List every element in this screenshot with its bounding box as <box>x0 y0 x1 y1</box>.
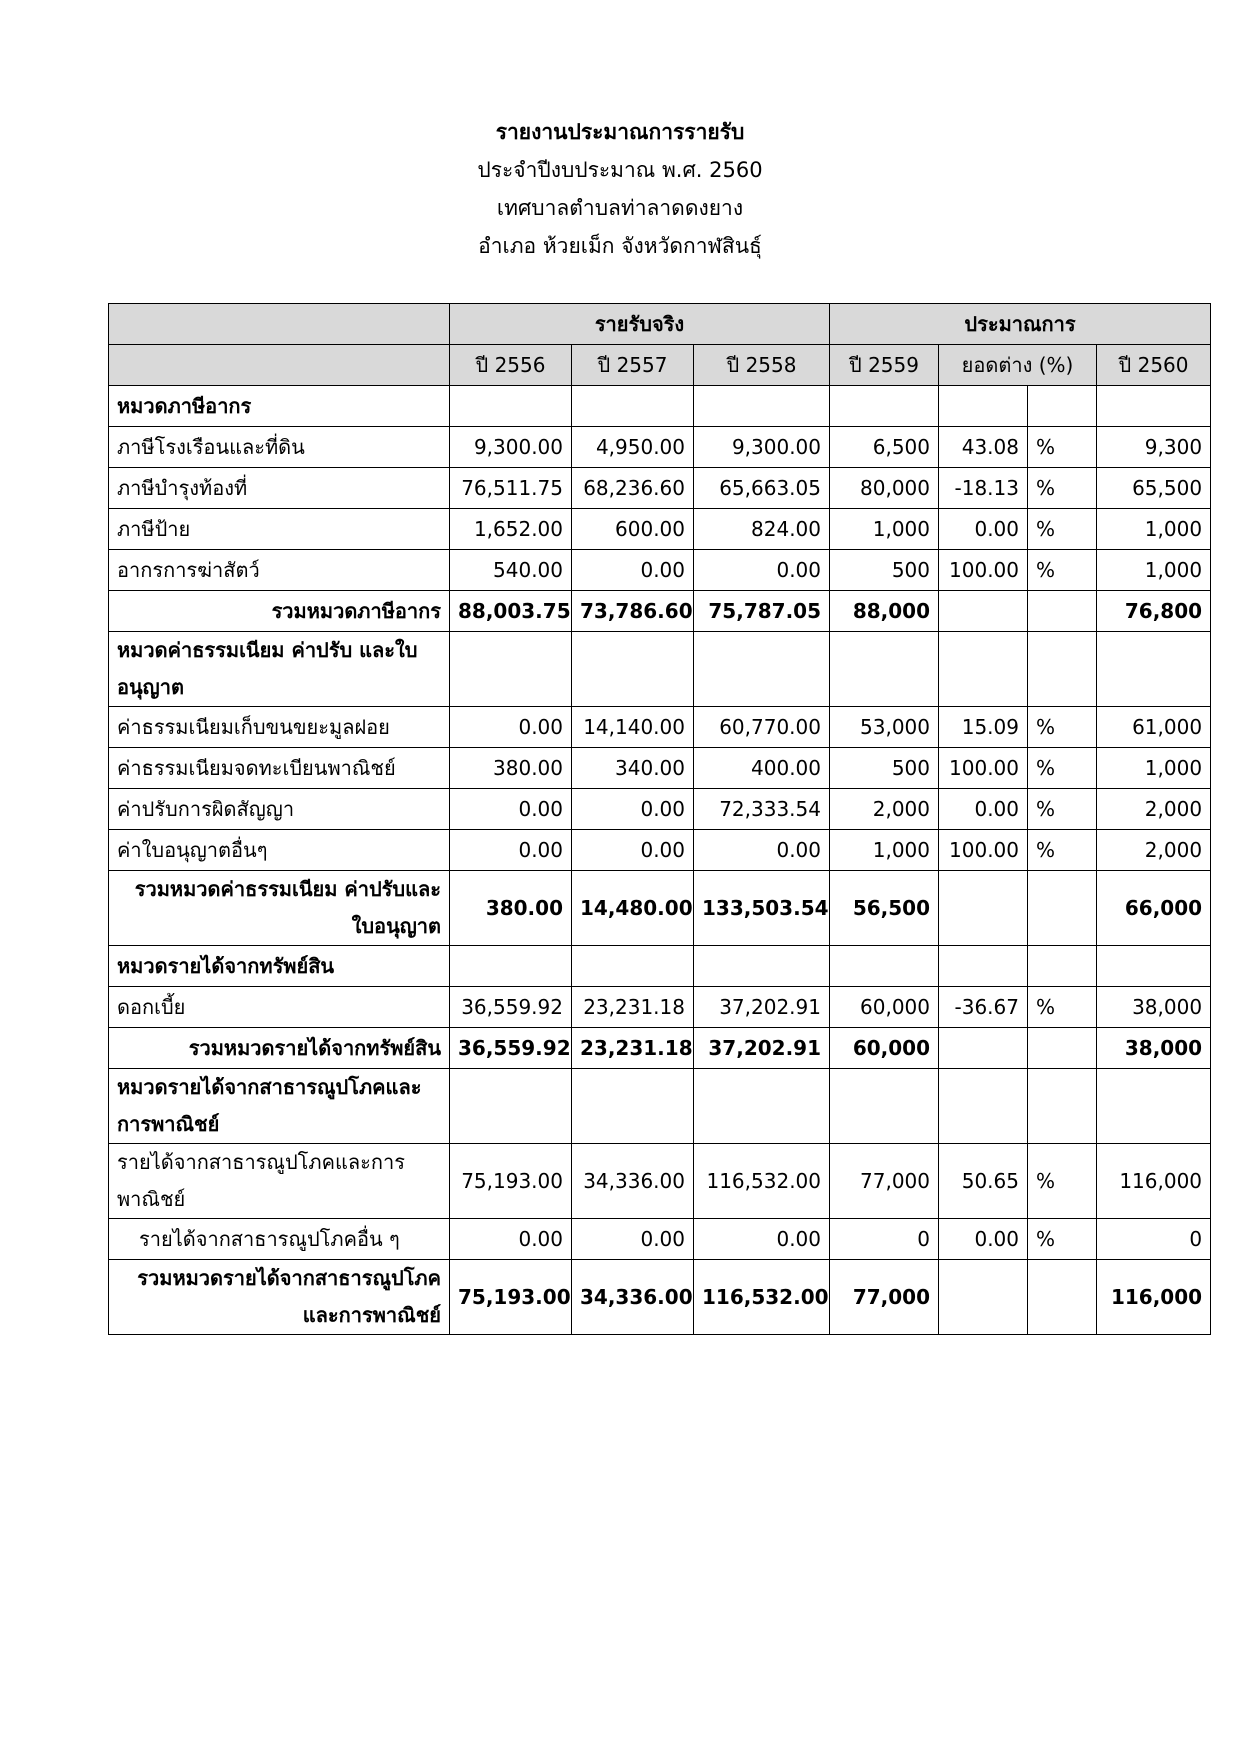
cell-v5: 61,000 <box>1097 707 1211 748</box>
total-v4: 56,500 <box>830 871 939 946</box>
total-v4: 77,000 <box>830 1260 939 1335</box>
row-label: ค่าธรรมเนียมจดทะเบียนพาณิชย์ <box>109 748 450 789</box>
cell-v4: 2,000 <box>830 789 939 830</box>
cell-v2: 34,336.00 <box>572 1144 694 1219</box>
cell-v1: 75,193.00 <box>450 1144 572 1219</box>
row-label: ภาษีโรงเรือนและที่ดิน <box>109 427 450 468</box>
empty-cell <box>939 632 1028 707</box>
empty-cell <box>694 386 830 427</box>
row-label: ภาษีบำรุงท้องที่ <box>109 468 450 509</box>
percent-sign: % <box>1028 748 1097 789</box>
total-v5: 38,000 <box>1097 1028 1211 1069</box>
header-actual-revenue: รายรับจริง <box>450 304 830 345</box>
cell-v4: 77,000 <box>830 1144 939 1219</box>
total-label: รวมหมวดค่าธรรมเนียม ค่าปรับและใบอนุญาต <box>109 871 450 946</box>
cell-v1: 0.00 <box>450 789 572 830</box>
cell-v1: 0.00 <box>450 830 572 871</box>
row-label: ค่าธรรมเนียมเก็บขนขยะมูลฝอย <box>109 707 450 748</box>
cell-v5: 1,000 <box>1097 550 1211 591</box>
cell-v2: 0.00 <box>572 1219 694 1260</box>
total-v5: 66,000 <box>1097 871 1211 946</box>
header-year: ปี 2559 <box>830 345 939 386</box>
percent-sign: % <box>1028 1219 1097 1260</box>
total-v3: 75,787.05 <box>694 591 830 632</box>
cell-v1: 9,300.00 <box>450 427 572 468</box>
percent-sign: % <box>1028 509 1097 550</box>
cell-v5: 2,000 <box>1097 789 1211 830</box>
total-v1: 75,193.00 <box>450 1260 572 1335</box>
table-row <box>109 468 1211 509</box>
empty-cell <box>939 1260 1028 1335</box>
header-blank <box>109 345 450 386</box>
cell-v3: 400.00 <box>694 748 830 789</box>
empty-cell <box>450 1069 572 1144</box>
empty-cell <box>1097 946 1211 987</box>
total-v5: 76,800 <box>1097 591 1211 632</box>
table-row <box>109 707 1211 748</box>
empty-cell <box>572 946 694 987</box>
empty-cell <box>572 1069 694 1144</box>
cell-diff: 0.00 <box>939 789 1028 830</box>
total-v2: 23,231.18 <box>572 1028 694 1069</box>
cell-v5: 2,000 <box>1097 830 1211 871</box>
cell-v2: 600.00 <box>572 509 694 550</box>
cell-v4: 1,000 <box>830 509 939 550</box>
cell-v4: 500 <box>830 550 939 591</box>
cell-v2: 0.00 <box>572 789 694 830</box>
cell-v2: 0.00 <box>572 830 694 871</box>
cell-v4: 53,000 <box>830 707 939 748</box>
empty-cell <box>572 386 694 427</box>
total-v2: 14,480.00 <box>572 871 694 946</box>
percent-sign: % <box>1028 550 1097 591</box>
category-label: หมวดรายได้จากสาธารณูปโภคและการพาณิชย์ <box>109 1069 450 1144</box>
total-label: รวมหมวดรายได้จากสาธารณูปโภคและการพาณิชย์ <box>109 1260 450 1335</box>
table-row <box>109 1144 1211 1219</box>
empty-cell <box>1097 386 1211 427</box>
fiscal-year-line: ประจำปีงบประมาณ พ.ศ. 2560 <box>477 158 763 182</box>
empty-cell <box>939 591 1028 632</box>
cell-v5: 1,000 <box>1097 509 1211 550</box>
empty-cell <box>694 1069 830 1144</box>
empty-cell <box>830 1069 939 1144</box>
cell-diff: 0.00 <box>939 1219 1028 1260</box>
cell-v1: 540.00 <box>450 550 572 591</box>
table-row <box>109 830 1211 871</box>
row-label: ค่าใบอนุญาตอื่นๆ <box>109 830 450 871</box>
percent-sign: % <box>1028 987 1097 1028</box>
total-row <box>109 1260 1211 1335</box>
cell-v5: 65,500 <box>1097 468 1211 509</box>
total-v2: 73,786.60 <box>572 591 694 632</box>
cell-v2: 0.00 <box>572 550 694 591</box>
table-row <box>109 550 1211 591</box>
empty-cell <box>1028 1069 1097 1144</box>
total-label: รวมหมวดภาษีอากร <box>109 591 450 632</box>
cell-v2: 23,231.18 <box>572 987 694 1028</box>
row-label: ค่าปรับการผิดสัญญา <box>109 789 450 830</box>
empty-cell <box>694 946 830 987</box>
cell-v1: 380.00 <box>450 748 572 789</box>
empty-cell <box>939 871 1028 946</box>
empty-cell <box>939 1028 1028 1069</box>
cell-diff: -36.67 <box>939 987 1028 1028</box>
cell-v1: 36,559.92 <box>450 987 572 1028</box>
cell-v3: 0.00 <box>694 1219 830 1260</box>
cell-v3: 0.00 <box>694 830 830 871</box>
cell-diff: 100.00 <box>939 830 1028 871</box>
table-row <box>109 987 1211 1028</box>
total-v4: 88,000 <box>830 591 939 632</box>
total-v3: 133,503.54 <box>694 871 830 946</box>
percent-sign: % <box>1028 427 1097 468</box>
empty-cell <box>1028 946 1097 987</box>
category-label: หมวดค่าธรรมเนียม ค่าปรับ และใบอนุญาต <box>109 632 450 707</box>
cell-v3: 65,663.05 <box>694 468 830 509</box>
cell-v3: 37,202.91 <box>694 987 830 1028</box>
empty-cell <box>450 386 572 427</box>
empty-cell <box>450 946 572 987</box>
total-v1: 380.00 <box>450 871 572 946</box>
empty-cell <box>1028 1028 1097 1069</box>
header-blank <box>109 304 450 345</box>
category-label: หมวดภาษีอากร <box>109 386 450 427</box>
percent-sign: % <box>1028 707 1097 748</box>
cell-v4: 1,000 <box>830 830 939 871</box>
empty-cell <box>694 632 830 707</box>
percent-sign: % <box>1028 830 1097 871</box>
category-row <box>109 1069 1211 1144</box>
empty-cell <box>1028 386 1097 427</box>
cell-v3: 0.00 <box>694 550 830 591</box>
empty-cell <box>939 386 1028 427</box>
cell-v3: 60,770.00 <box>694 707 830 748</box>
cell-v3: 116,532.00 <box>694 1144 830 1219</box>
empty-cell <box>572 632 694 707</box>
cell-v5: 116,000 <box>1097 1144 1211 1219</box>
cell-v5: 1,000 <box>1097 748 1211 789</box>
table-row <box>109 789 1211 830</box>
empty-cell <box>939 1069 1028 1144</box>
cell-diff: 100.00 <box>939 550 1028 591</box>
district-line: อำเภอ ห้วยเม็ก จังหวัดกาฬสินธุ์ <box>478 234 762 258</box>
empty-cell <box>1097 632 1211 707</box>
cell-diff: 15.09 <box>939 707 1028 748</box>
percent-sign: % <box>1028 468 1097 509</box>
cell-v5: 38,000 <box>1097 987 1211 1028</box>
table-body <box>109 386 1211 1335</box>
category-label: หมวดรายได้จากทรัพย์สิน <box>109 946 450 987</box>
percent-sign: % <box>1028 789 1097 830</box>
table-row <box>109 509 1211 550</box>
cell-v3: 72,333.54 <box>694 789 830 830</box>
cell-v2: 14,140.00 <box>572 707 694 748</box>
header-estimate: ประมาณการ <box>830 304 1211 345</box>
empty-cell <box>450 632 572 707</box>
cell-diff: -18.13 <box>939 468 1028 509</box>
header-year: ปี 2558 <box>694 345 830 386</box>
empty-cell <box>830 386 939 427</box>
category-row <box>109 632 1211 707</box>
cell-v2: 68,236.60 <box>572 468 694 509</box>
cell-v1: 0.00 <box>450 707 572 748</box>
row-label: ภาษีป้าย <box>109 509 450 550</box>
cell-v4: 500 <box>830 748 939 789</box>
table-row <box>109 1219 1211 1260</box>
percent-sign: % <box>1028 1144 1097 1219</box>
total-v1: 88,003.75 <box>450 591 572 632</box>
header-year: ปี 2557 <box>572 345 694 386</box>
header-year: ปี 2556 <box>450 345 572 386</box>
table-row <box>109 748 1211 789</box>
report-header <box>0 113 1240 265</box>
cell-v3: 9,300.00 <box>694 427 830 468</box>
report-title: รายงานประมาณการรายรับ <box>495 120 745 144</box>
total-row <box>109 871 1211 946</box>
header-year-target: ปี 2560 <box>1097 345 1211 386</box>
total-v2: 34,336.00 <box>572 1260 694 1335</box>
cell-v4: 60,000 <box>830 987 939 1028</box>
empty-cell <box>1028 871 1097 946</box>
empty-cell <box>830 632 939 707</box>
row-label: รายได้จากสาธารณูปโภคและการพาณิชย์ <box>109 1144 450 1219</box>
cell-v1: 1,652.00 <box>450 509 572 550</box>
total-v3: 37,202.91 <box>694 1028 830 1069</box>
empty-cell <box>1028 632 1097 707</box>
cell-v4: 6,500 <box>830 427 939 468</box>
table-row <box>109 427 1211 468</box>
cell-diff: 43.08 <box>939 427 1028 468</box>
cell-v1: 76,511.75 <box>450 468 572 509</box>
total-v4: 60,000 <box>830 1028 939 1069</box>
cell-diff: 0.00 <box>939 509 1028 550</box>
municipality-line: เทศบาลตำบลท่าลาดดงยาง <box>496 196 744 220</box>
header-diff-percent: ยอดต่าง (%) <box>939 345 1097 386</box>
cell-v4: 0 <box>830 1219 939 1260</box>
total-v3: 116,532.00 <box>694 1260 830 1335</box>
row-label: ดอกเบี้ย <box>109 987 450 1028</box>
cell-v5: 0 <box>1097 1219 1211 1260</box>
total-row <box>109 591 1211 632</box>
category-row <box>109 946 1211 987</box>
empty-cell <box>1097 1069 1211 1144</box>
cell-v5: 9,300 <box>1097 427 1211 468</box>
empty-cell <box>939 946 1028 987</box>
empty-cell <box>1028 1260 1097 1335</box>
header-row-years <box>109 345 1211 386</box>
cell-v4: 80,000 <box>830 468 939 509</box>
cell-diff: 50.65 <box>939 1144 1028 1219</box>
total-v5: 116,000 <box>1097 1260 1211 1335</box>
header-row-groups <box>109 304 1211 345</box>
row-label: อากรการฆ่าสัตว์ <box>109 550 450 591</box>
cell-v3: 824.00 <box>694 509 830 550</box>
cell-v2: 4,950.00 <box>572 427 694 468</box>
total-row <box>109 1028 1211 1069</box>
revenue-estimate-table <box>108 303 1211 1335</box>
cell-diff: 100.00 <box>939 748 1028 789</box>
empty-cell <box>1028 591 1097 632</box>
cell-v2: 340.00 <box>572 748 694 789</box>
row-label: รายได้จากสาธารณูปโภคอื่น ๆ <box>109 1219 450 1260</box>
empty-cell <box>830 946 939 987</box>
total-label: รวมหมวดรายได้จากทรัพย์สิน <box>109 1028 450 1069</box>
category-row <box>109 386 1211 427</box>
total-v1: 36,559.92 <box>450 1028 572 1069</box>
cell-v1: 0.00 <box>450 1219 572 1260</box>
